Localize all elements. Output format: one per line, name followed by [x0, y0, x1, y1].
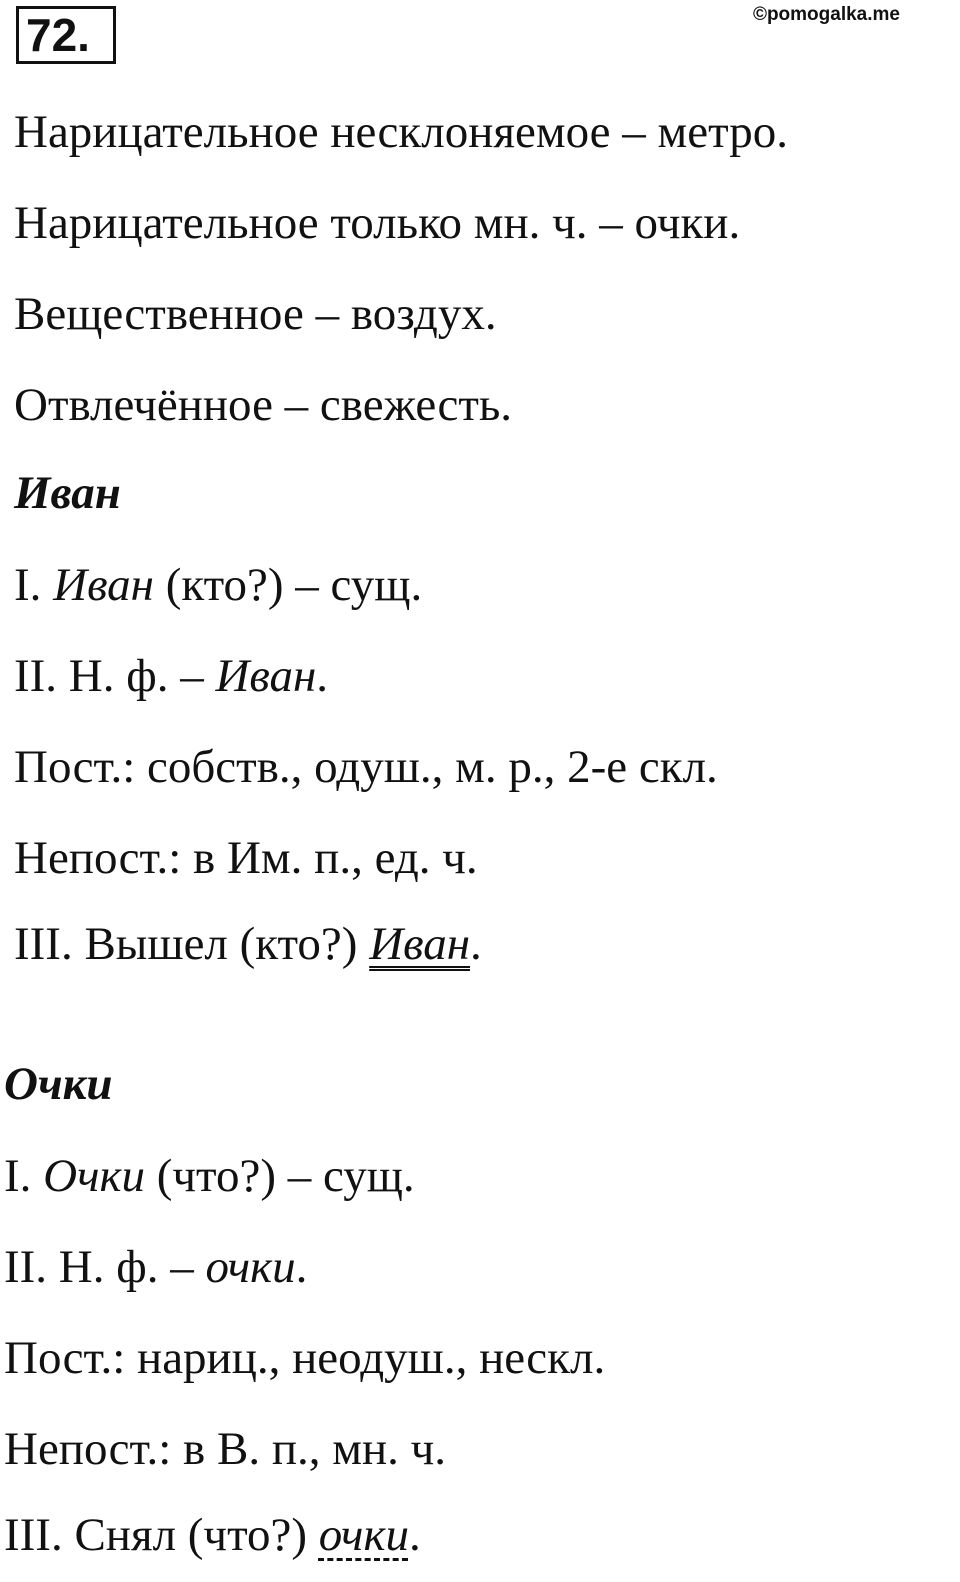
intro-line-4: Отвлечённое – свежесть.: [14, 379, 513, 431]
ochki-step-3-prefix: III. Снял (что?): [4, 1509, 319, 1561]
ivan-step-3-prefix: III. Вышел (кто?): [14, 918, 370, 970]
ivan-step-1-prefix: I.: [14, 559, 54, 611]
ivan-heading: Иван: [14, 467, 121, 519]
ivan-postoyan: Пост.: собств., одуш., м. р., 2-е скл.: [14, 741, 718, 793]
exercise-number: 72.: [16, 6, 116, 64]
ivan-step-2-dot: .: [316, 650, 329, 702]
ivan-nepostoyan: Непост.: в Им. п., ед. ч.: [14, 832, 478, 884]
ochki-step-1-prefix: I.: [4, 1150, 44, 1202]
ivan-subject-word: Иван: [369, 918, 471, 970]
ivan-step-1: [14, 555, 422, 615]
ivan-step-2-prefix: II. Н. ф. –: [14, 650, 216, 702]
ivan-step-1-word: Иван: [53, 559, 154, 611]
ivan-step-2: [14, 646, 328, 706]
watermark: ©pomogalka.me: [752, 4, 900, 25]
ivan-step-2-word: Иван: [215, 650, 317, 702]
ivan-step-3-dot: .: [470, 918, 482, 970]
ochki-step-3-dot: .: [408, 1509, 421, 1561]
ochki-heading: Очки: [4, 1058, 113, 1110]
intro-line-3: Вещественное – воздух.: [14, 288, 497, 340]
ochki-object-word: очки: [318, 1509, 409, 1561]
ochki-step-2: [4, 1237, 307, 1297]
ochki-step-2-prefix: II. Н. ф. –: [4, 1241, 206, 1293]
ochki-step-2-word: очки: [205, 1241, 296, 1293]
ochki-postoyan: Пост.: нариц., неодуш., нескл.: [4, 1332, 606, 1384]
intro-line-1: Нарицательное несклоняемое – метро.: [14, 106, 788, 158]
ochki-step-1-rest: (что?) – сущ.: [145, 1150, 415, 1202]
ochki-step-3: [4, 1505, 421, 1565]
ochki-nepostoyan: Непост.: в В. п., мн. ч.: [4, 1423, 447, 1475]
intro-line-2: Нарицательное только мн. ч. – очки.: [14, 197, 741, 249]
ochki-step-2-dot: .: [295, 1241, 308, 1293]
ivan-step-3: [14, 914, 482, 974]
ivan-step-1-rest: (кто?) – сущ.: [154, 559, 423, 611]
ochki-step-1-word: Очки: [43, 1150, 146, 1202]
ochki-step-1: [4, 1146, 415, 1206]
